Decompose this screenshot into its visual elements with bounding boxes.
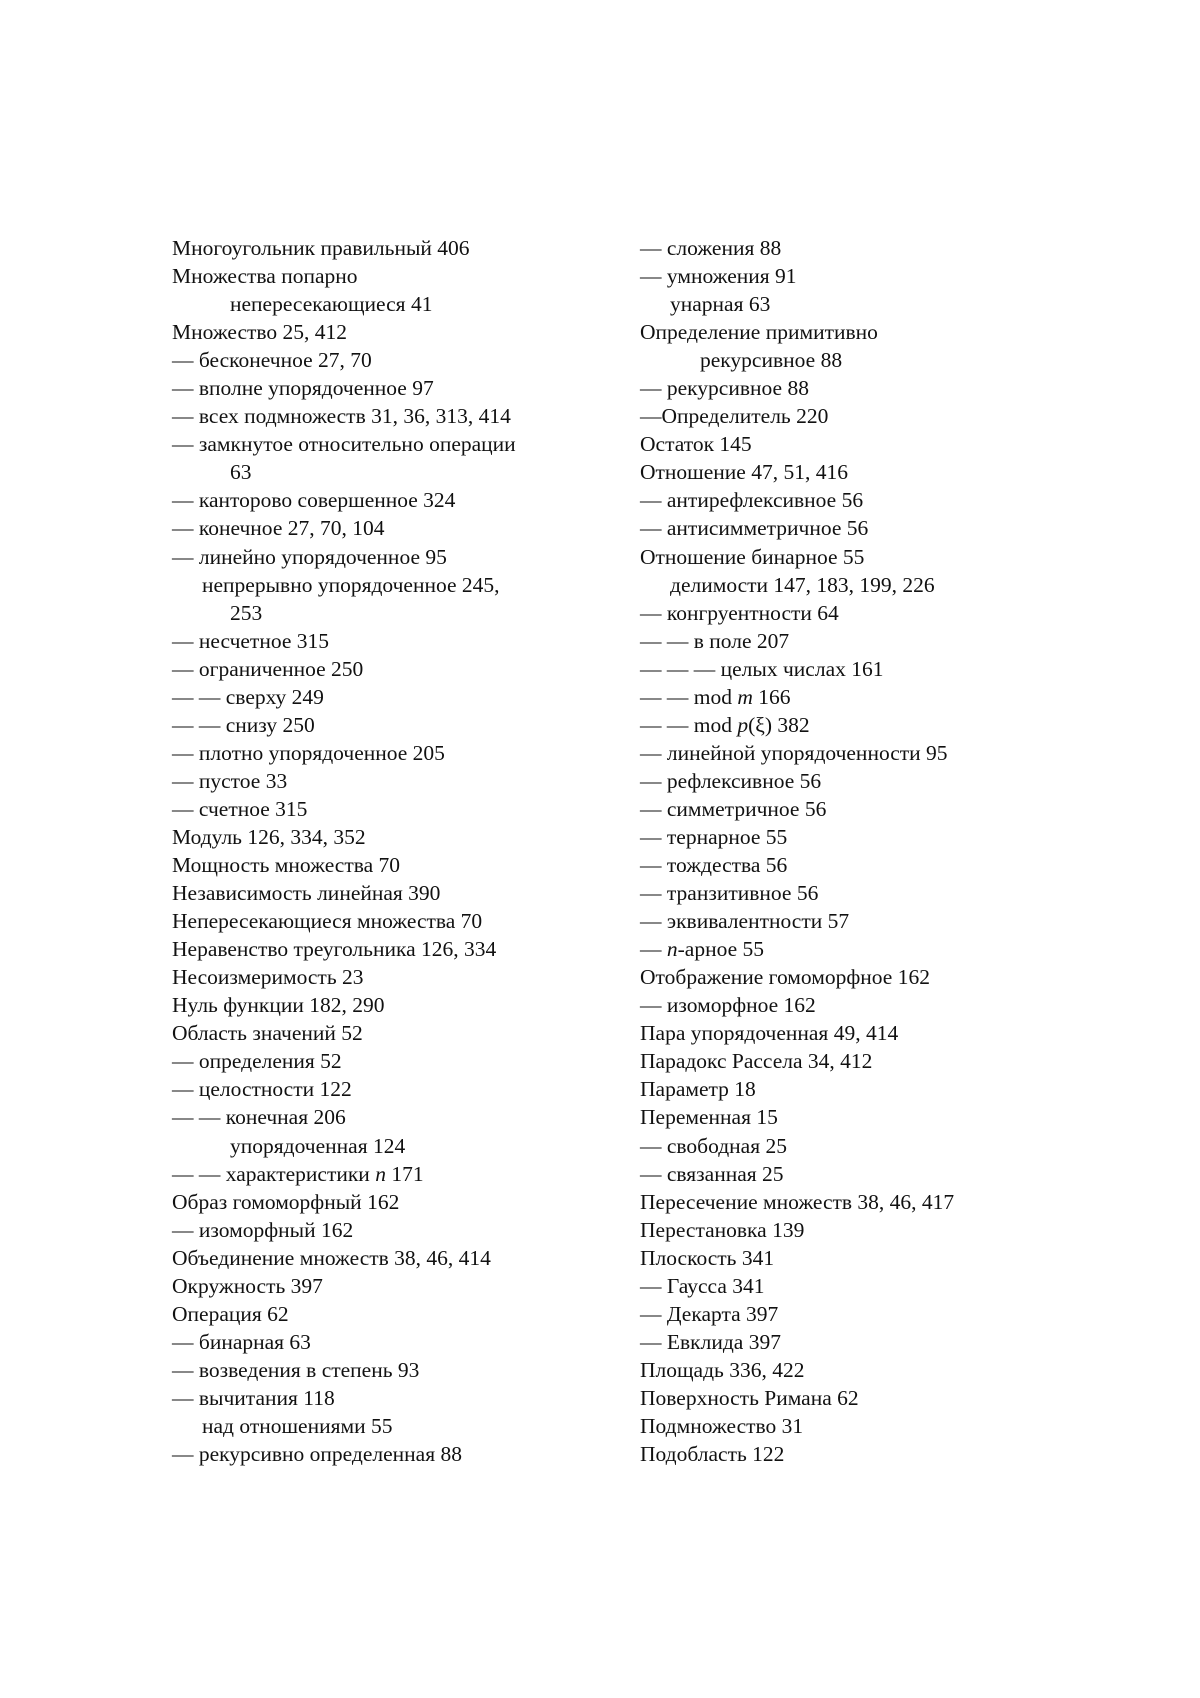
index-subentry: — несчетное 315 bbox=[172, 627, 612, 655]
index-entry: Определение примитивно bbox=[640, 318, 1060, 346]
index-subentry: упорядоченная 124 bbox=[172, 1132, 612, 1160]
index-entry: Образ гомоморфный 162 bbox=[172, 1188, 612, 1216]
index-subentry: — эквивалентности 57 bbox=[640, 907, 1060, 935]
index-subentry: — свободная 25 bbox=[640, 1132, 1060, 1160]
index-subentry: — конечное 27, 70, 104 bbox=[172, 514, 612, 542]
index-subentry: — симметричное 56 bbox=[640, 795, 1060, 823]
index-subentry: — — — целых числах 161 bbox=[640, 655, 1060, 683]
index-subentry: непрерывно упорядоченное 245, bbox=[172, 571, 612, 599]
math-symbol: p bbox=[737, 713, 748, 737]
index-subentry: — Гаусса 341 bbox=[640, 1272, 1060, 1300]
math-symbol: m bbox=[737, 685, 753, 709]
index-entry: Нуль функции 182, 290 bbox=[172, 991, 612, 1019]
index-subentry: — определения 52 bbox=[172, 1047, 612, 1075]
index-subentry: над отношениями 55 bbox=[172, 1412, 612, 1440]
index-entry: Пересечение множеств 38, 46, 417 bbox=[640, 1188, 1060, 1216]
index-subentry: — ограниченное 250 bbox=[172, 655, 612, 683]
index-subentry: — изоморфный 162 bbox=[172, 1216, 612, 1244]
entry-text: — — mod bbox=[640, 685, 732, 709]
index-subentry: — — снизу 250 bbox=[172, 711, 612, 739]
index-subentry: — рефлексивное 56 bbox=[640, 767, 1060, 795]
index-subentry: — рекурсивно определенная 88 bbox=[172, 1440, 612, 1468]
index-subentry: — умножения 91 bbox=[640, 262, 1060, 290]
entry-text: — — mod bbox=[640, 713, 732, 737]
index-subentry: — — в поле 207 bbox=[640, 627, 1060, 655]
index-entry: Отношение бинарное 55 bbox=[640, 543, 1060, 571]
page-ref: 166 bbox=[753, 685, 791, 709]
index-subentry bbox=[640, 683, 1060, 711]
index-subentry: — вычитания 118 bbox=[172, 1384, 612, 1412]
index-subentry bbox=[640, 935, 1060, 963]
index-subentry: — рекурсивное 88 bbox=[640, 374, 1060, 402]
index-subentry: — бесконечное 27, 70 bbox=[172, 346, 612, 374]
index-subentry: — замкнутое относительно операции bbox=[172, 430, 612, 458]
index-subentry: делимости 147, 183, 199, 226 bbox=[640, 571, 1060, 599]
entry-text: — bbox=[640, 937, 662, 961]
index-subentry: — плотно упорядоченное 205 bbox=[172, 739, 612, 767]
index-entry: Объединение множеств 38, 46, 414 bbox=[172, 1244, 612, 1272]
index-entry: Площадь 336, 422 bbox=[640, 1356, 1060, 1384]
index-left-column bbox=[172, 234, 612, 1468]
index-entry: Подмножество 31 bbox=[640, 1412, 1060, 1440]
index-entry: Непересекающиеся множества 70 bbox=[172, 907, 612, 935]
index-subentry: — канторово совершенное 324 bbox=[172, 486, 612, 514]
index-subentry: — связанная 25 bbox=[640, 1160, 1060, 1188]
index-entry: Подобласть 122 bbox=[640, 1440, 1060, 1468]
index-subentry: — изоморфное 162 bbox=[640, 991, 1060, 1019]
index-subentry: — Декарта 397 bbox=[640, 1300, 1060, 1328]
index-subentry: — — конечная 206 bbox=[172, 1103, 612, 1131]
index-subentry: — конгруентности 64 bbox=[640, 599, 1060, 627]
index-entry: Параметр 18 bbox=[640, 1075, 1060, 1103]
index-subentry: —Определитель 220 bbox=[640, 402, 1060, 430]
index-subentry: — Евклида 397 bbox=[640, 1328, 1060, 1356]
index-entry-continuation: непересекающиеся 41 bbox=[172, 290, 612, 318]
index-entry: Парадокс Рассела 34, 412 bbox=[640, 1047, 1060, 1075]
index-subentry: — возведения в степень 93 bbox=[172, 1356, 612, 1384]
index-entry: Множество 25, 412 bbox=[172, 318, 612, 346]
index-subentry: — тернарное 55 bbox=[640, 823, 1060, 851]
index-entry: Остаток 145 bbox=[640, 430, 1060, 458]
index-entry: Несоизмеримость 23 bbox=[172, 963, 612, 991]
index-subentry: — тождества 56 bbox=[640, 851, 1060, 879]
index-entry: Переменная 15 bbox=[640, 1103, 1060, 1131]
index-entry: Поверхность Римана 62 bbox=[640, 1384, 1060, 1412]
index-subentry: — целостности 122 bbox=[172, 1075, 612, 1103]
index-subentry: — линейно упорядоченное 95 bbox=[172, 543, 612, 571]
index-entry: Окружность 397 bbox=[172, 1272, 612, 1300]
index-subentry bbox=[172, 1160, 612, 1188]
index-subentry bbox=[640, 711, 1060, 739]
math-symbol: n bbox=[375, 1162, 386, 1186]
index-entry: Пара упорядоченная 49, 414 bbox=[640, 1019, 1060, 1047]
index-subentry: — вполне упорядоченное 97 bbox=[172, 374, 612, 402]
index-subentry: — всех подмножеств 31, 36, 313, 414 bbox=[172, 402, 612, 430]
index-entry: Операция 62 bbox=[172, 1300, 612, 1328]
page-ref: (ξ) 382 bbox=[748, 713, 810, 737]
index-entry: Модуль 126, 334, 352 bbox=[172, 823, 612, 851]
index-entry: Перестановка 139 bbox=[640, 1216, 1060, 1244]
index-subentry: — антисимметричное 56 bbox=[640, 514, 1060, 542]
index-page bbox=[0, 0, 1200, 1698]
index-entry: Область значений 52 bbox=[172, 1019, 612, 1047]
index-subentry: — пустое 33 bbox=[172, 767, 612, 795]
math-symbol: n bbox=[667, 937, 678, 961]
index-subentry: унарная 63 bbox=[640, 290, 1060, 318]
index-right-column bbox=[640, 234, 1060, 1468]
index-entry-continuation: 63 bbox=[172, 458, 612, 486]
entry-text: — — характеристики bbox=[172, 1162, 370, 1186]
index-entry: Независимость линейная 390 bbox=[172, 879, 612, 907]
index-subentry: — бинарная 63 bbox=[172, 1328, 612, 1356]
index-entry: Многоугольник правильный 406 bbox=[172, 234, 612, 262]
index-entry: Отношение 47, 51, 416 bbox=[640, 458, 1060, 486]
page-ref: 171 bbox=[386, 1162, 424, 1186]
index-entry: Плоскость 341 bbox=[640, 1244, 1060, 1272]
index-subentry: — линейной упорядоченности 95 bbox=[640, 739, 1060, 767]
index-subentry: — антирефлексивное 56 bbox=[640, 486, 1060, 514]
index-subentry: — — сверху 249 bbox=[172, 683, 612, 711]
index-entry: Множества попарно bbox=[172, 262, 612, 290]
index-entry: Мощность множества 70 bbox=[172, 851, 612, 879]
index-entry-continuation: рекурсивное 88 bbox=[640, 346, 1060, 374]
index-subentry: — сложения 88 bbox=[640, 234, 1060, 262]
index-subentry: — счетное 315 bbox=[172, 795, 612, 823]
index-entry-continuation: 253 bbox=[172, 599, 612, 627]
index-subentry: — транзитивное 56 bbox=[640, 879, 1060, 907]
index-entry: Отображение гомоморфное 162 bbox=[640, 963, 1060, 991]
entry-text: -арное 55 bbox=[678, 937, 764, 961]
index-entry: Неравенство треугольника 126, 334 bbox=[172, 935, 612, 963]
